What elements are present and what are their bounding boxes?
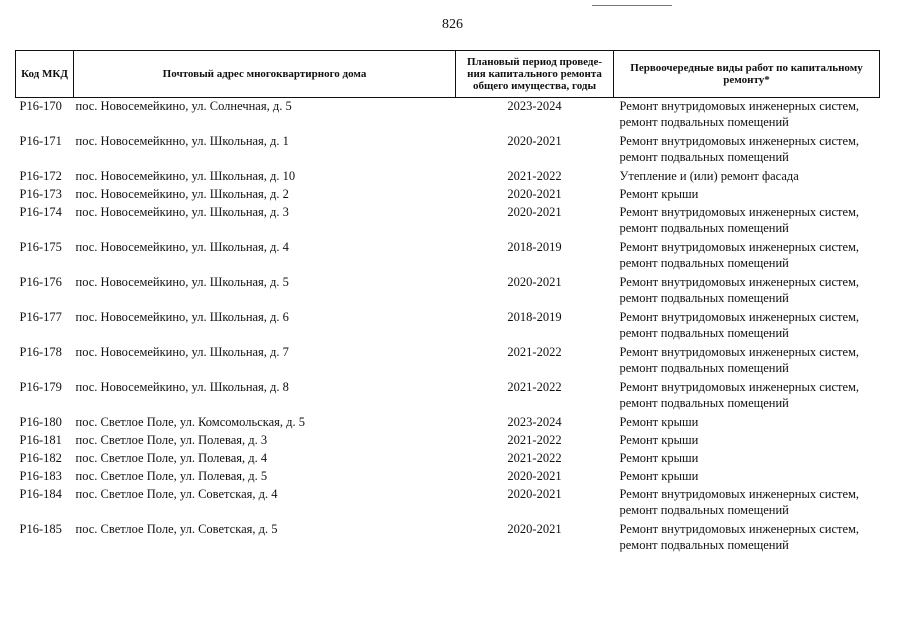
row-works-line: ремонт подвальных помещений [619,503,789,517]
table-row [16,186,880,204]
row-works-line: ремонт подвальных помещений [619,256,789,270]
row-works [614,344,880,379]
row-code: Р16-170 [19,99,62,113]
row-code: Р16-172 [19,169,62,183]
row-works-line: ремонт подвальных помещений [619,396,789,410]
row-period: 2020-2021 [507,469,562,483]
row-works [614,98,880,134]
row-code: Р16-183 [19,469,62,483]
row-works [614,274,880,309]
row-works-line: Ремонт крыши [619,187,699,201]
row-works [614,379,880,414]
row-works-line: ремонт подвальных помещений [619,538,789,552]
row-code: Р16-178 [19,345,62,359]
row-code: Р16-179 [19,380,62,394]
row-address: пос. Новосемейкино, ул. Школьная, д. 10 [75,169,296,183]
row-address: пос. Новосемейкино, ул. Школьная, д. 5 [75,275,289,289]
row-works [614,309,880,344]
row-address: пос. Новосемейкино, ул. Школьная, д. 2 [75,187,289,201]
row-period: 2020-2021 [507,275,562,289]
page-number: 826 [442,17,463,32]
row-code: Р16-185 [19,522,62,536]
row-works [614,468,880,486]
row-period: 2021-2022 [507,451,562,465]
row-code: Р16-182 [19,451,62,465]
row-works-line: Ремонт крыши [619,433,699,447]
table-body [16,98,880,557]
row-works [614,204,880,239]
row-works-line: Ремонт внутридомовых инженерных систем, [619,310,860,324]
table-row [16,432,880,450]
table-row [16,168,880,186]
row-period: 2020-2021 [507,522,562,536]
row-address: пос. Новосемейкино, ул. Школьная, д. 7 [75,345,289,359]
capital-repair-table [15,50,880,556]
row-works [614,133,880,168]
table-row [16,468,880,486]
row-address: пос. Новосемейкино, ул. Школьная, д. 8 [75,380,289,394]
row-address: пос. Новосемейкино, ул. Солнечная, д. 5 [75,99,292,113]
row-works-line: ремонт подвальных помещений [619,115,789,129]
row-works [614,186,880,204]
row-code: Р16-174 [19,205,62,219]
row-address: пос. Новосемейкнно, ул. Школьная, д. 1 [75,134,289,148]
row-address: пос. Светлое Поле, ул. Советская, д. 5 [75,522,278,536]
row-works-line: Ремонт внутридомовых инженерных систем, [619,380,860,394]
row-works-line: ремонт подвальных помещений [619,221,789,235]
header-period: Плановый период проведе-ния капитального ремонта общего имущества, годы [456,51,614,98]
row-code: Р16-171 [19,134,62,148]
row-address: пос. Светлое Поле, ул. Комсомольская, д. 5 [75,415,306,429]
table-row [16,133,880,168]
row-period: 2020-2021 [507,134,562,148]
row-works-line: Ремонт внутридомовых инженерных систем, [619,134,860,148]
row-works-line: Ремонт внутридомовых инженерных систем, [619,275,860,289]
row-works-line: Ремонт внутридомовых инженерных систем, [619,99,860,113]
table-row [16,274,880,309]
header-address: Почтовый адрес многоквартирного дома [74,51,456,98]
row-period: 2020-2021 [507,187,562,201]
table-row [16,379,880,414]
row-code: Р16-181 [19,433,62,447]
row-works-line: ремонт подвальных помещений [619,291,789,305]
row-address: пос. Светлое Поле, ул. Советская, д. 4 [75,487,278,501]
row-period: 2020-2021 [507,205,562,219]
table-header [16,51,880,98]
row-works-line: Ремонт крыши [619,469,699,483]
row-period: 2021-2022 [507,169,562,183]
row-address: пос. Новосемейкино, ул. Школьная, д. 4 [75,240,289,254]
row-code: Р16-175 [19,240,62,254]
row-address: пос. Новосемейкино, ул. Школьная, д. 6 [75,310,289,324]
row-period: 2023-2024 [507,99,562,113]
row-works-line: ремонт подвальных помещений [619,326,789,340]
row-works [614,450,880,468]
row-code: Р16-184 [19,487,62,501]
row-works [614,486,880,521]
table-row [16,486,880,521]
row-period: 2018-2019 [507,240,562,254]
row-works-line: Ремонт внутридомовых инженерных систем, [619,522,860,536]
row-code: Р16-173 [19,187,62,201]
row-works [614,414,880,432]
row-works-line: Ремонт крыши [619,451,699,465]
table-row [16,344,880,379]
row-period: 2021-2022 [507,345,562,359]
row-works-line: Ремонт внутридомовых инженерных систем, [619,345,860,359]
table-row [16,204,880,239]
row-works-line: ремонт подвальных помещений [619,361,789,375]
row-address: пос. Светлое Поле, ул. Полевая, д. 5 [75,469,268,483]
row-works [614,239,880,274]
row-address: пос. Светлое Поле, ул. Полевая, д. 4 [75,451,268,465]
top-decorative-rule [592,5,672,6]
row-works [614,432,880,450]
row-code: Р16-176 [19,275,62,289]
row-period: 2023-2024 [507,415,562,429]
row-works-line: Ремонт внутридомовых инженерных систем, [619,487,860,501]
table-row [16,239,880,274]
row-address: пос. Новосемейкино, ул. Школьная, д. 3 [75,205,289,219]
row-works-line: Ремонт внутридомовых инженерных систем, [619,240,860,254]
table-row [16,521,880,556]
table-row [16,450,880,468]
row-period: 2021-2022 [507,433,562,447]
row-works [614,168,880,186]
row-address: пос. Светлое Поле, ул. Полевая, д. 3 [75,433,268,447]
row-code: Р16-180 [19,415,62,429]
row-works-line: Ремонт внутридомовых инженерных систем, [619,205,860,219]
row-period: 2021-2022 [507,380,562,394]
row-works-line: Ремонт крыши [619,415,699,429]
row-period: 2020-2021 [507,487,562,501]
row-works-line: Утепление и (или) ремонт фасада [619,169,799,183]
table-row [16,309,880,344]
table-row [16,414,880,432]
table-row [16,98,880,134]
header-works: Первоочередные виды работ по капитальному ремонту* [614,51,880,98]
row-period: 2018-2019 [507,310,562,324]
header-code: Код МКД [16,51,74,98]
row-works-line: ремонт подвальных помещений [619,150,789,164]
row-works [614,521,880,556]
row-code: Р16-177 [19,310,62,324]
